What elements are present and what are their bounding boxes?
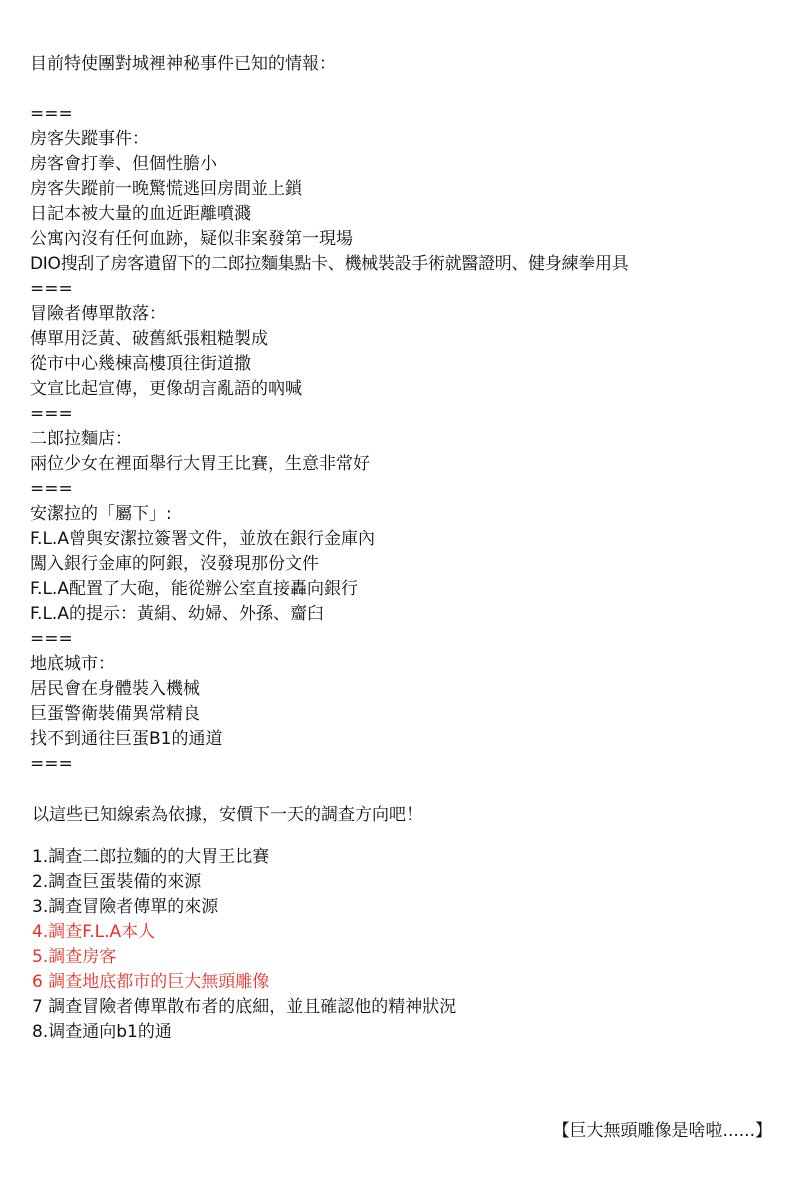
section-title-flyers: 冒險者傳單散落： [30,304,166,324]
section-title-ramen: 二郎拉麵店： [30,429,132,449]
option-1: 1.調查二郎拉麵的的大胃王比賽 [32,847,270,867]
clue-line: 公寓內沒有任何血跡，疑似非案發第一現場 [30,229,353,249]
option-4: 4.調查F.L.A本人 [32,922,156,942]
option-7: 7 調查冒險者傳單散布者的底細，並且確認他的精神狀況 [32,997,457,1017]
vote-prompt: 以這些已知線索為依據，安價下一天的調查方向吧！ [32,805,423,825]
option-3: 3.調查冒險者傳單的來源 [32,897,219,917]
clue-line: 居民會在身體裝入機械 [30,679,200,699]
section-title-tenant: 房客失蹤事件： [30,129,149,149]
section-divider: === [30,479,73,499]
footnote-comment: 【巨大無頭雕像是啥啦......】 [552,1121,772,1141]
clue-line: 傳單用泛黃、破舊紙張粗糙製成 [30,329,268,349]
clue-line: 闖入銀行金庫的阿銀，沒發現那份文件 [30,554,319,574]
clue-line: F.L.A曾與安潔拉簽署文件，並放在銀行金庫內 [30,529,375,549]
section-divider: === [30,629,73,649]
option-6: 6 調查地底都市的巨大無頭雕像 [32,972,270,992]
option-8: 8.调查通向b1的通 [32,1022,172,1042]
clue-line: 巨蛋警衛裝備異常精良 [30,704,200,724]
clue-line: F.L.A的提示：黃絹、幼婦、外孫、齏臼 [30,604,324,624]
section-divider: === [30,104,73,124]
clue-line: 文宣比起宣傳，更像胡言亂語的吶喊 [30,379,302,399]
option-5: 5.調查房客 [32,947,117,967]
clue-line: 從市中心幾棟高樓頂往街道撒 [30,354,251,374]
clue-line: F.L.A配置了大砲，能從辦公室直接轟向銀行 [30,579,358,599]
clue-line: 房客會打拳、但個性膽小 [30,154,217,174]
clue-line: 兩位少女在裡面舉行大胃王比賽，生意非常好 [30,454,370,474]
section-divider: === [30,754,73,774]
section-title-underground: 地底城市： [30,654,115,674]
section-title-subordinate: 安潔拉的「屬下」: [30,504,172,524]
option-2: 2.調查巨蛋裝備的來源 [32,872,202,892]
clue-line: 找不到通往巨蛋B1的通道 [30,729,223,749]
clue-line: 房客失蹤前一晚驚慌逃回房間並上鎖 [30,179,302,199]
intro-heading: 目前特使團對城裡神秘事件已知的情報： [30,54,336,74]
section-divider: === [30,279,73,299]
section-divider: === [30,404,73,424]
clue-line: 日記本被大量的血近距離噴濺 [30,204,251,224]
clue-line: DIO搜刮了房客遺留下的二郎拉麵集點卡、機械裝設手術就醫證明、健身練拳用具 [30,254,629,274]
